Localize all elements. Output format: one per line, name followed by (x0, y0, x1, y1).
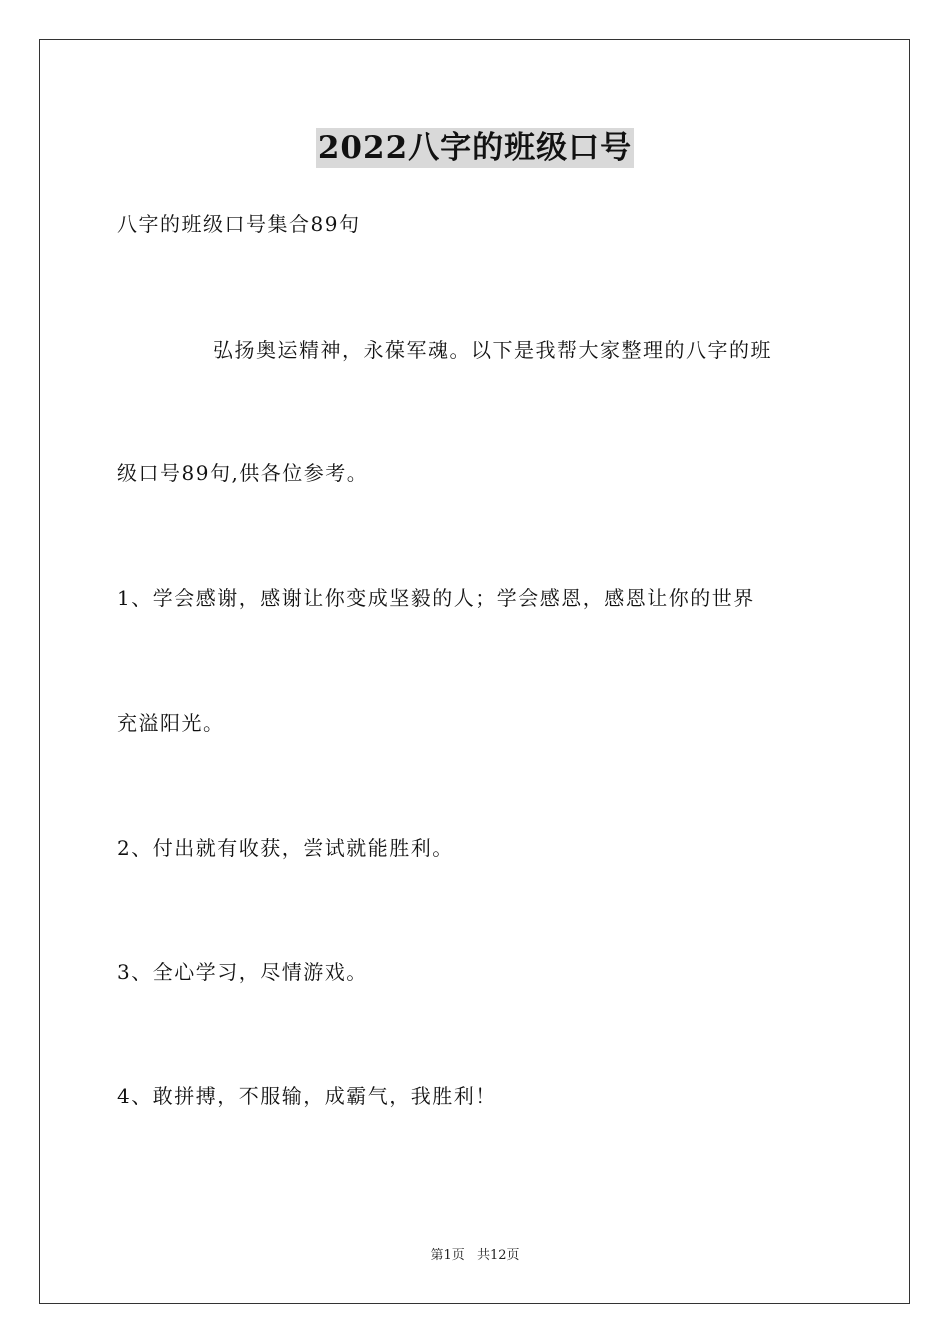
document-subtitle: 八字的班级口号集合89句 (117, 212, 361, 236)
paragraph-line: 充溢阳光。 (117, 711, 225, 735)
document-title: 2022八字的班级口号 (317, 130, 633, 166)
list-item: 2、付出就有收获，尝试就能胜利。 (117, 836, 454, 860)
page-number-total: 共12页 (476, 1248, 520, 1263)
paragraph-line: 级口号89句,供各位参考。 (117, 461, 369, 485)
list-item: 1、学会感谢，感谢让你变成坚毅的人；学会感恩，感恩让你的世界 (117, 586, 755, 610)
page-footer (0, 1247, 950, 1265)
paragraph-line: 弘扬奥运精神，永葆军魂。以下是我帮大家整理的八字的班 (213, 338, 772, 362)
list-item: 4、敢拼搏，不服输，成霸气，我胜利！ (117, 1084, 497, 1108)
document-title-wrapper (0, 128, 950, 168)
list-item: 3、全心学习，尽情游戏。 (117, 960, 368, 984)
page-number-current: 第1页 (430, 1248, 465, 1263)
